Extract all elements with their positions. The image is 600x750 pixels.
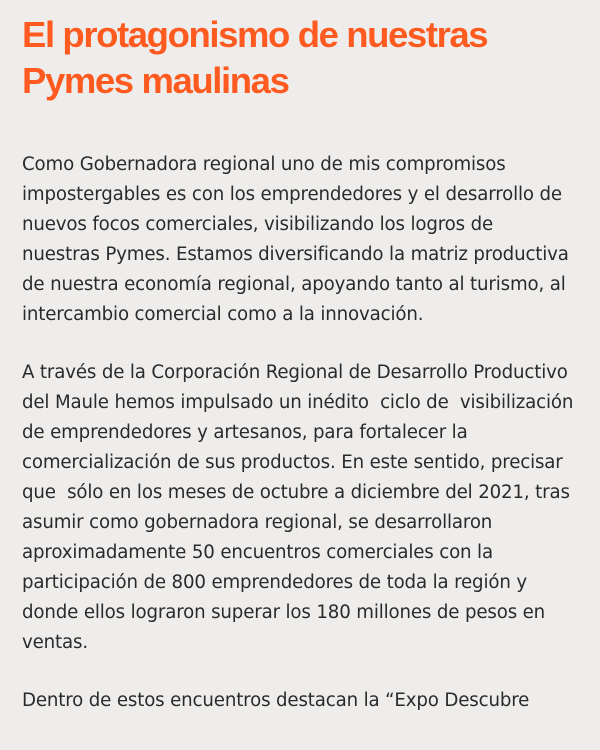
article-title: El protagonismo de nuestras Pymes maulinas: [22, 14, 488, 101]
article-body: [22, 150, 579, 716]
article-paragraph-2: A través de la Corporación Regional de Desarrollo Productivo del Maule hemos impulsado un inédito ciclo de visibilización de emprendedores y artesanos, para fortalecer la comercialización de sus productos. En este sentido, precisar que sólo en los meses de octubre a diciembre del 2021, tras asumir como gobernadora regional, se desarrollaron aproximadamente 50 encuentros comerciales con la participación de 800 emprendedores de toda la región y donde ellos lograron superar los 180 millones de pesos en ventas.: [22, 362, 579, 653]
article-paragraph-3: Dentro de estos encuentros destacan la “Expo Descubre: [22, 690, 530, 711]
article-paragraph-1: Como Gobernadora regional uno de mis compromisos impostergables es con los emprendedores y el desarrollo de nuevos focos comerciales, visibilizando los logros de nuestras Pymes. Estamos diversificando la matriz productiva de nuestra economía regional, apoyando tanto al turismo, al intercambio comercial como a la innovación.: [22, 154, 575, 325]
